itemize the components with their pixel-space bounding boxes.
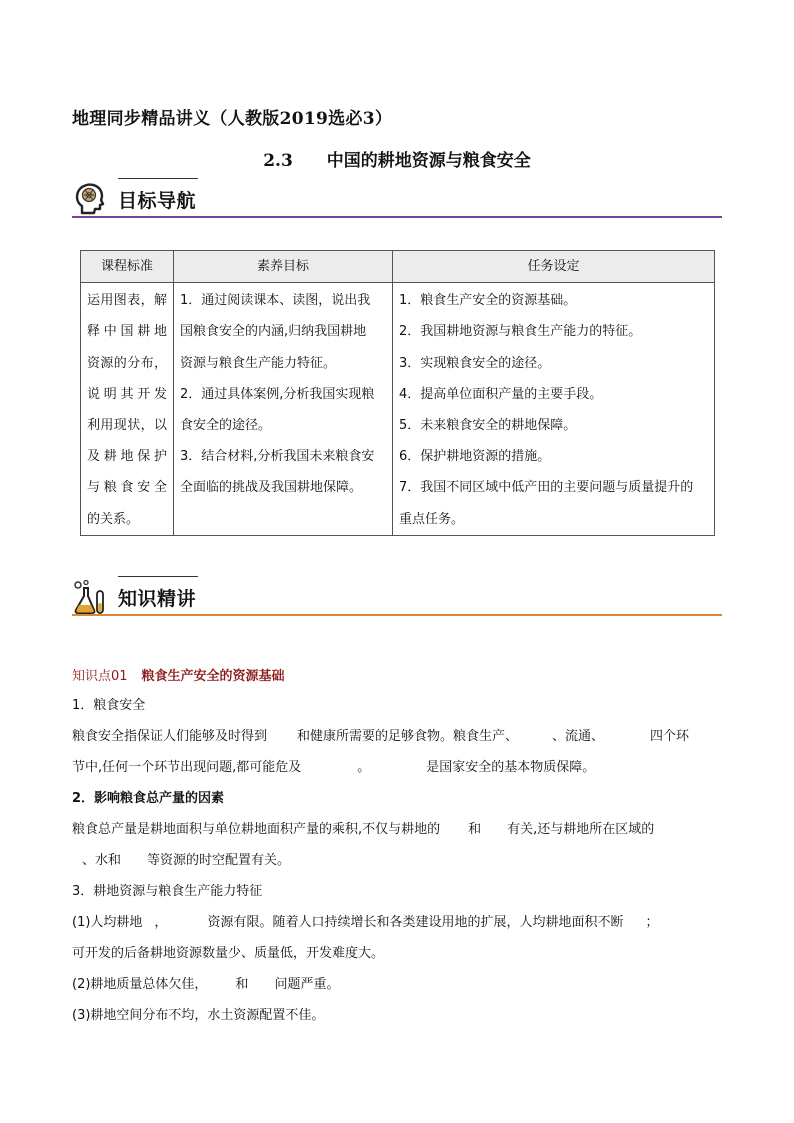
task-item: 4．提高单位面积产量的主要手段。 <box>399 386 603 402</box>
text-span: 。 <box>357 760 371 775</box>
text-span: 资源有限。随着人口持续增长和各类建设用地的扩展，人均耕地面积不断 <box>207 915 624 930</box>
task-item: 2．我国耕地资源与粮食生产能力的特征。 <box>399 324 642 340</box>
text-line: 资源的分布， <box>87 355 167 371</box>
text-line: 3．结合材料,分析我国未来粮食安 <box>180 449 375 465</box>
text-span: ， <box>154 915 168 930</box>
section-header-goals <box>72 178 722 218</box>
text-span: 、流通、 <box>552 729 605 744</box>
text-span: 节中,任何一个环节出现问题,都可能危及 <box>72 760 302 775</box>
text-span: (1)人均耕地 <box>72 915 143 930</box>
knowledge-body <box>72 690 722 1031</box>
task-item: 6．保护耕地资源的措施。 <box>399 449 551 465</box>
goals-table <box>80 250 715 536</box>
knowledge-point-title <box>72 665 285 684</box>
lesson-title <box>0 146 794 171</box>
text-line: 资源与粮食生产能力特征。 <box>180 355 337 371</box>
task-item: 5．未来粮食安全的耕地保障。 <box>399 418 577 434</box>
lab-flask-icon <box>72 579 108 615</box>
task-item: 1．粮食生产安全的资源基础。 <box>399 293 577 309</box>
subheading-yield-factors: 2．影响粮食总产量的因素 <box>72 791 225 806</box>
competency-goals-cell <box>174 283 393 536</box>
text-span: 问题严重。 <box>274 977 340 992</box>
text-line: 的关系。 <box>87 511 140 527</box>
text-line: 及耕地保护 <box>87 449 167 465</box>
section-rule-knowledge <box>72 614 722 616</box>
paragraph-line <box>72 752 722 783</box>
text-line: 食安全的途径。 <box>180 418 272 434</box>
text-span: 粮食安全指保证人们能够及时得到 <box>72 729 268 744</box>
text-line: 国粮食安全的内涵,归纳我国耕地 <box>180 324 367 340</box>
section-top-rule <box>118 178 198 179</box>
document-title: 地理同步精品讲义（人教版2019选必3） <box>72 109 393 129</box>
section-rule-goals <box>72 216 722 218</box>
table-header-row <box>81 251 715 283</box>
section-label-goals: 目标导航 <box>118 190 197 212</box>
paragraph-line <box>72 907 722 938</box>
task-item: 3．实现粮食安全的途径。 <box>399 355 551 371</box>
head-with-gears-icon <box>72 181 108 217</box>
text-span: 有关,还与耕地所在区域的 <box>507 822 655 837</box>
section-top-rule <box>118 576 198 577</box>
text-line: 2．通过具体案例,分析我国实现粮 <box>180 386 375 402</box>
paragraph-line <box>72 969 722 1000</box>
text-span: 是国家安全的基本物质保障。 <box>426 760 596 775</box>
knowledge-point-name: 粮食生产安全的资源基础 <box>141 669 285 684</box>
lesson-number: 2.3 <box>263 151 293 171</box>
paragraph-line <box>72 845 722 876</box>
text-span: 四个环 <box>650 729 690 744</box>
paragraph-line <box>72 814 722 845</box>
table-row <box>81 283 715 536</box>
text-span: 和 <box>468 822 482 837</box>
text-line: 说明其开发 <box>87 386 167 402</box>
text-line: 释中国耕地 <box>87 324 167 340</box>
text-line: 与粮食安全 <box>87 480 167 496</box>
text-span: 、水和 <box>82 853 122 868</box>
knowledge-point-number: 知识点01 <box>72 669 128 684</box>
table-header-cell: 素养目标 <box>174 251 393 283</box>
paragraph-line: 可开发的后备耕地资源数量少、质量低，开发难度大。 <box>72 946 385 961</box>
text-span: 和健康所需要的足够食物。粮食生产、 <box>297 729 519 744</box>
text-span: ； <box>645 915 659 930</box>
section-header-knowledge <box>72 576 722 616</box>
task-settings-cell <box>393 283 715 536</box>
task-item: 重点任务。 <box>399 511 465 527</box>
section-label-knowledge: 知识精讲 <box>118 588 197 610</box>
text-span: 粮食总产量是耕地面积与单位耕地面积产量的乘积,不仅与耕地的 <box>72 822 441 837</box>
table-header-cell: 课程标准 <box>81 251 174 283</box>
text-line: 全面临的挑战及我国耕地保障。 <box>180 480 363 496</box>
text-span: 和 <box>235 977 249 992</box>
lesson-name: 中国的耕地资源与粮食安全 <box>326 151 531 171</box>
course-standard-cell <box>81 283 174 536</box>
subheading-farmland-features: 3．耕地资源与粮食生产能力特征 <box>72 884 263 899</box>
task-item: 7．我国不同区域中低产田的主要问题与质量提升的 <box>399 480 694 496</box>
subheading-food-security: 1．粮食安全 <box>72 698 146 713</box>
text-span: (2)耕地质量总体欠佳， <box>72 977 208 992</box>
text-span: 等资源的时空配置有关。 <box>147 853 291 868</box>
text-line: 利用现状，以 <box>87 418 167 434</box>
text-line: 1．通过阅读课本、读图，说出我 <box>180 293 371 309</box>
table-header-cell: 任务设定 <box>393 251 715 283</box>
paragraph-line <box>72 721 722 752</box>
paragraph-line: (3)耕地空间分布不均，水土资源配置不佳。 <box>72 1008 325 1023</box>
text-line: 运用图表，解 <box>87 293 167 309</box>
